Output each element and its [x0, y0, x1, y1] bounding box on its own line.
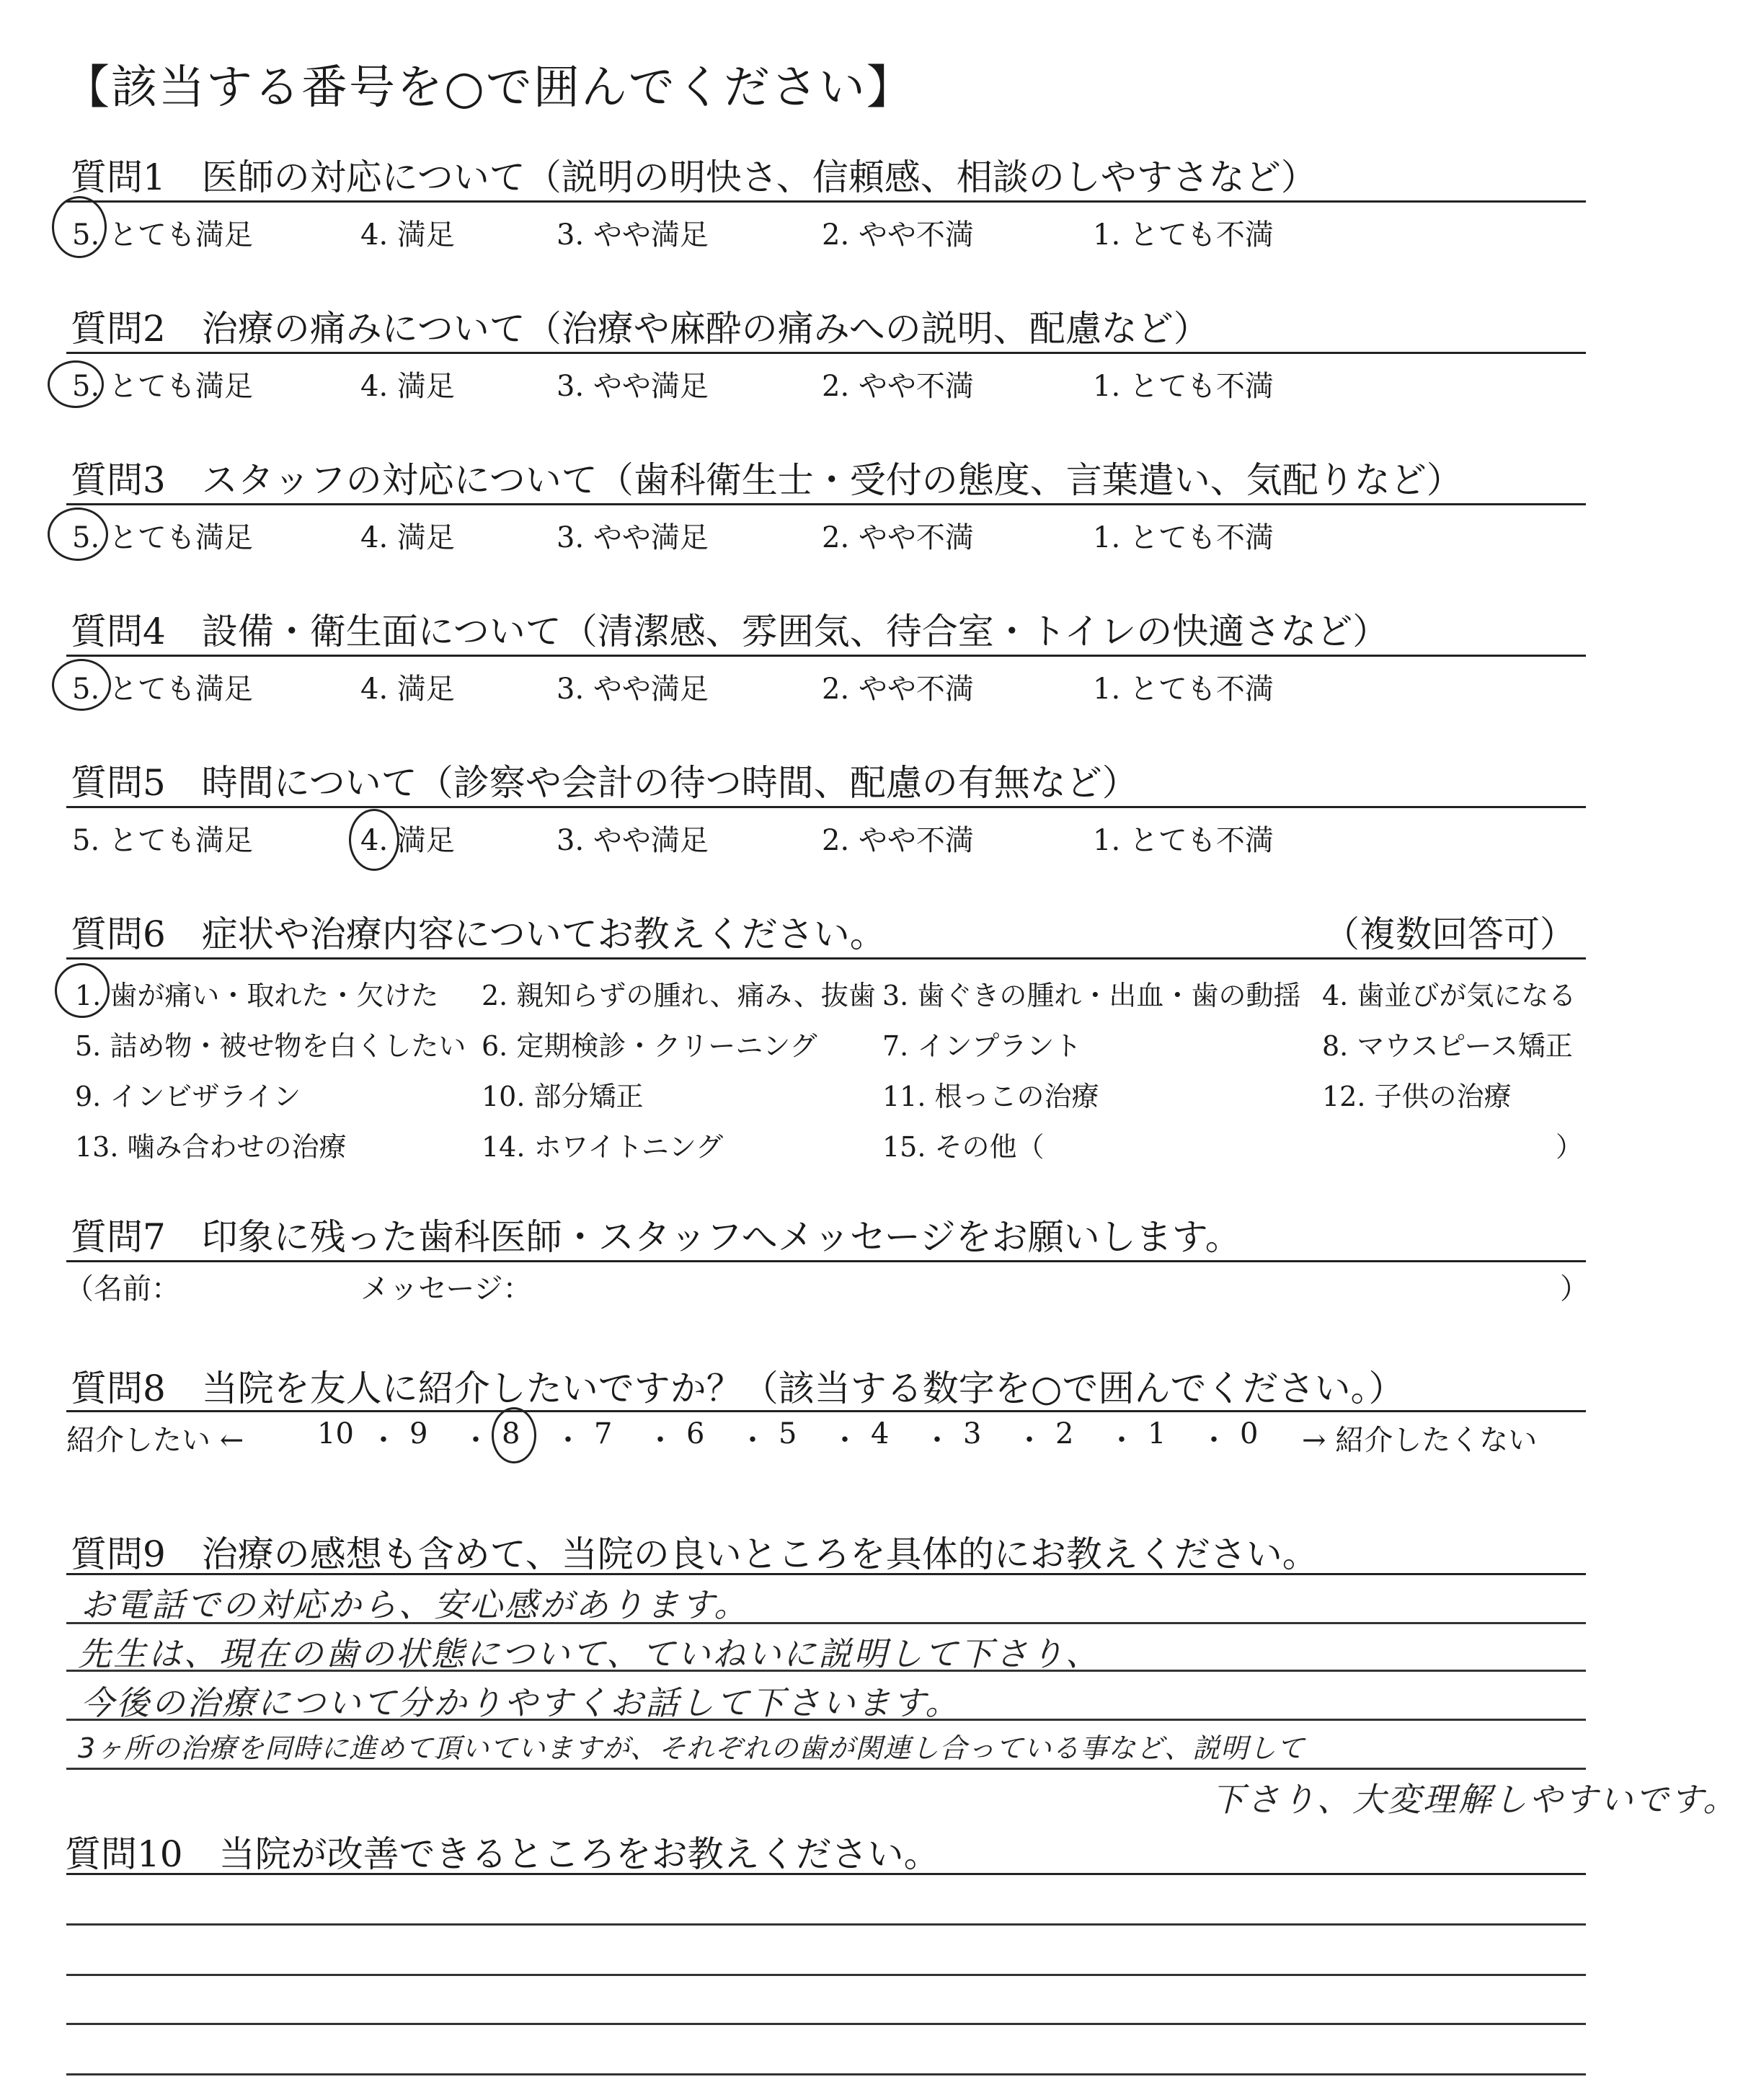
answer-line — [66, 2023, 1586, 2025]
q6-option-5[interactable]: 5. 詰め物・被せ物を白くしたい — [75, 1030, 466, 1062]
q8-scale-3[interactable]: 3 — [963, 1417, 982, 1450]
answer-line — [66, 1768, 1586, 1770]
q4-selection-circle — [52, 659, 111, 711]
scale-separator: ・ — [1107, 1424, 1136, 1457]
q9-answer-line-4: 3ヶ所の治療を同時に進めて頂いていますが、それぞれの歯が関連し合っている事など、説明して — [78, 1732, 1305, 1764]
q6-option-7[interactable]: 7. インプラント — [882, 1030, 1082, 1062]
q7-close-paren: ） — [1560, 1272, 1589, 1306]
q1-option-1[interactable]: 1. とても不満 — [1093, 218, 1274, 252]
q6-option-9[interactable]: 9. インビザライン — [75, 1081, 301, 1112]
scale-separator: ・ — [646, 1424, 675, 1457]
q6-option-12[interactable]: 12. 子供の治療 — [1322, 1081, 1512, 1112]
q5-selection-circle — [349, 809, 399, 871]
q1-option-2[interactable]: 2. やや不満 — [822, 218, 974, 252]
q8-scale-8[interactable]: 8 — [502, 1417, 520, 1450]
scale-separator: ・ — [1015, 1424, 1044, 1457]
q6-selection-circle — [55, 963, 110, 1018]
q6-option-3[interactable]: 3. 歯ぐきの腫れ・出血・歯の動揺 — [882, 980, 1301, 1011]
q7-message-label: メッセージ： — [360, 1272, 532, 1306]
q4-option-3[interactable]: 3. やや満足 — [557, 673, 709, 706]
divider — [66, 1410, 1586, 1412]
q8-scale-1[interactable]: 1 — [1148, 1417, 1166, 1450]
q6-option-1[interactable]: 1. 歯が痛い・取れた・欠けた — [75, 980, 439, 1011]
q6-option-8[interactable]: 8. マウスピース矯正 — [1322, 1030, 1573, 1062]
q8-scale-10[interactable]: 10 — [317, 1417, 354, 1450]
q2-option-3[interactable]: 3. やや満足 — [557, 370, 709, 403]
q1-selection-circle — [52, 196, 107, 258]
question-2-title: 質問2 治療の痛みについて（治療や麻酔の痛みへの説明、配慮など） — [71, 308, 1210, 350]
q8-scale-0[interactable]: 0 — [1240, 1417, 1259, 1450]
answer-line — [66, 1923, 1586, 1926]
divider — [66, 1873, 1586, 1875]
divider — [66, 503, 1586, 505]
scale-separator: ・ — [923, 1424, 952, 1457]
q4-option-2[interactable]: 2. やや不満 — [822, 673, 974, 706]
q9-answer-line-3: 今後の治療について分かりやすくお話して下さいます。 — [81, 1683, 961, 1722]
q2-option-4[interactable]: 4. 満足 — [360, 370, 455, 403]
q8-scale-2[interactable]: 2 — [1055, 1417, 1074, 1450]
q1-option-5[interactable]: 5. とても満足 — [72, 218, 253, 252]
q6-option-15-other[interactable]: 15. その他（ — [882, 1131, 1045, 1163]
q8-scale-6[interactable]: 6 — [686, 1417, 705, 1450]
q8-scale-5[interactable]: 5 — [779, 1417, 797, 1450]
q9-answer-line-1: お電話での対応から、安心感があります。 — [81, 1585, 750, 1624]
divider — [66, 655, 1586, 657]
divider — [66, 200, 1586, 203]
q6-option-11[interactable]: 11. 根っこの治療 — [882, 1081, 1099, 1112]
q9-answer-line-2: 先生は、現在の歯の状態について、ていねいに説明して下さり、 — [78, 1634, 1101, 1673]
scale-separator: ・ — [738, 1424, 767, 1457]
q2-option-5[interactable]: 5. とても満足 — [72, 370, 253, 403]
q6-option-10[interactable]: 10. 部分矯正 — [482, 1081, 644, 1112]
q3-option-3[interactable]: 3. やや満足 — [557, 521, 709, 554]
q7-name-label: （名前： — [65, 1272, 180, 1306]
form-header: 【該当する番号を○で囲んでください】 — [63, 61, 914, 115]
divider — [66, 957, 1586, 960]
divider — [66, 352, 1586, 354]
question-10-title: 質問10 当院が改善できるところをお教えください。 — [65, 1833, 940, 1875]
q4-option-1[interactable]: 1. とても不満 — [1093, 673, 1274, 706]
question-9-title: 質問9 治療の感想も含めて、当院の良いところを具体的にお教えください。 — [71, 1533, 1318, 1575]
q9-answer-line-5: 下さり、大変理解しやすいです。 — [1211, 1780, 1738, 1819]
q8-right-label: → 紹介したくない — [1302, 1424, 1538, 1457]
q4-option-4[interactable]: 4. 満足 — [360, 673, 455, 706]
question-8-title: 質問8 当院を友人に紹介したいですか？（該当する数字を○で囲んでください。） — [71, 1368, 1405, 1409]
q2-selection-circle — [48, 360, 104, 408]
q8-selection-circle — [492, 1407, 536, 1463]
q8-scale-4[interactable]: 4 — [871, 1417, 890, 1450]
q1-option-3[interactable]: 3. やや満足 — [557, 218, 709, 252]
q1-option-4[interactable]: 4. 満足 — [360, 218, 455, 252]
q3-option-2[interactable]: 2. やや不満 — [822, 521, 974, 554]
q4-option-5[interactable]: 5. とても満足 — [72, 673, 253, 706]
q3-option-1[interactable]: 1. とても不満 — [1093, 521, 1274, 554]
question-4-title: 質問4 設備・衛生面について（清潔感、雰囲気、待合室・トイレの快適さなど） — [71, 611, 1389, 652]
question-7-title: 質問7 印象に残った歯科医師・スタッフへメッセージをお願いします。 — [71, 1216, 1241, 1258]
answer-line — [66, 1974, 1586, 1976]
scale-separator: ・ — [1200, 1424, 1228, 1457]
q6-option-2[interactable]: 2. 親知らずの腫れ、痛み、抜歯 — [482, 980, 876, 1011]
question-1-title: 質問1 医師の対応について（説明の明快さ、信頼感、相談のしやすさなど） — [71, 156, 1317, 198]
question-5-title: 質問5 時間について（診察や会計の待つ時間、配慮の有無など） — [71, 762, 1138, 804]
q8-scale-9[interactable]: 9 — [409, 1417, 428, 1450]
divider — [66, 1260, 1586, 1262]
q6-other-close-paren: ） — [1556, 1131, 1584, 1163]
q8-left-label: 紹介したい ← — [66, 1424, 244, 1457]
q8-scale-7[interactable]: 7 — [594, 1417, 613, 1450]
q5-option-1[interactable]: 1. とても不満 — [1093, 824, 1274, 857]
q3-option-5[interactable]: 5. とても満足 — [72, 521, 253, 554]
q3-option-4[interactable]: 4. 満足 — [360, 521, 455, 554]
q6-multiple-note: （複数回答可） — [1324, 913, 1576, 955]
q6-option-6[interactable]: 6. 定期検診・クリーニング — [482, 1030, 817, 1062]
q5-option-3[interactable]: 3. やや満足 — [557, 824, 709, 857]
q5-option-5[interactable]: 5. とても満足 — [72, 824, 253, 857]
scale-separator: ・ — [461, 1424, 490, 1457]
q3-selection-circle — [48, 508, 108, 561]
question-6-title: 質問6 症状や治療内容についてお教えください。 — [71, 913, 886, 955]
q2-option-1[interactable]: 1. とても不満 — [1093, 370, 1274, 403]
question-3-title: 質問3 スタッフの対応について（歯科衛生士・受付の態度、言葉遣い、気配りなど） — [71, 459, 1463, 501]
q6-option-4[interactable]: 4. 歯並びが気になる — [1322, 980, 1577, 1011]
scale-separator: ・ — [830, 1424, 859, 1457]
q6-option-13[interactable]: 13. 噛み合わせの治療 — [75, 1131, 347, 1163]
divider — [66, 806, 1586, 808]
q6-option-14[interactable]: 14. ホワイトニング — [482, 1131, 724, 1163]
q2-option-2[interactable]: 2. やや不満 — [822, 370, 974, 403]
scale-separator: ・ — [369, 1424, 398, 1457]
q5-option-2[interactable]: 2. やや不満 — [822, 824, 974, 857]
scale-separator: ・ — [554, 1424, 582, 1457]
divider — [66, 1573, 1586, 1575]
q5-option-4[interactable]: 4. 満足 — [360, 824, 455, 857]
answer-line — [66, 2073, 1586, 2075]
